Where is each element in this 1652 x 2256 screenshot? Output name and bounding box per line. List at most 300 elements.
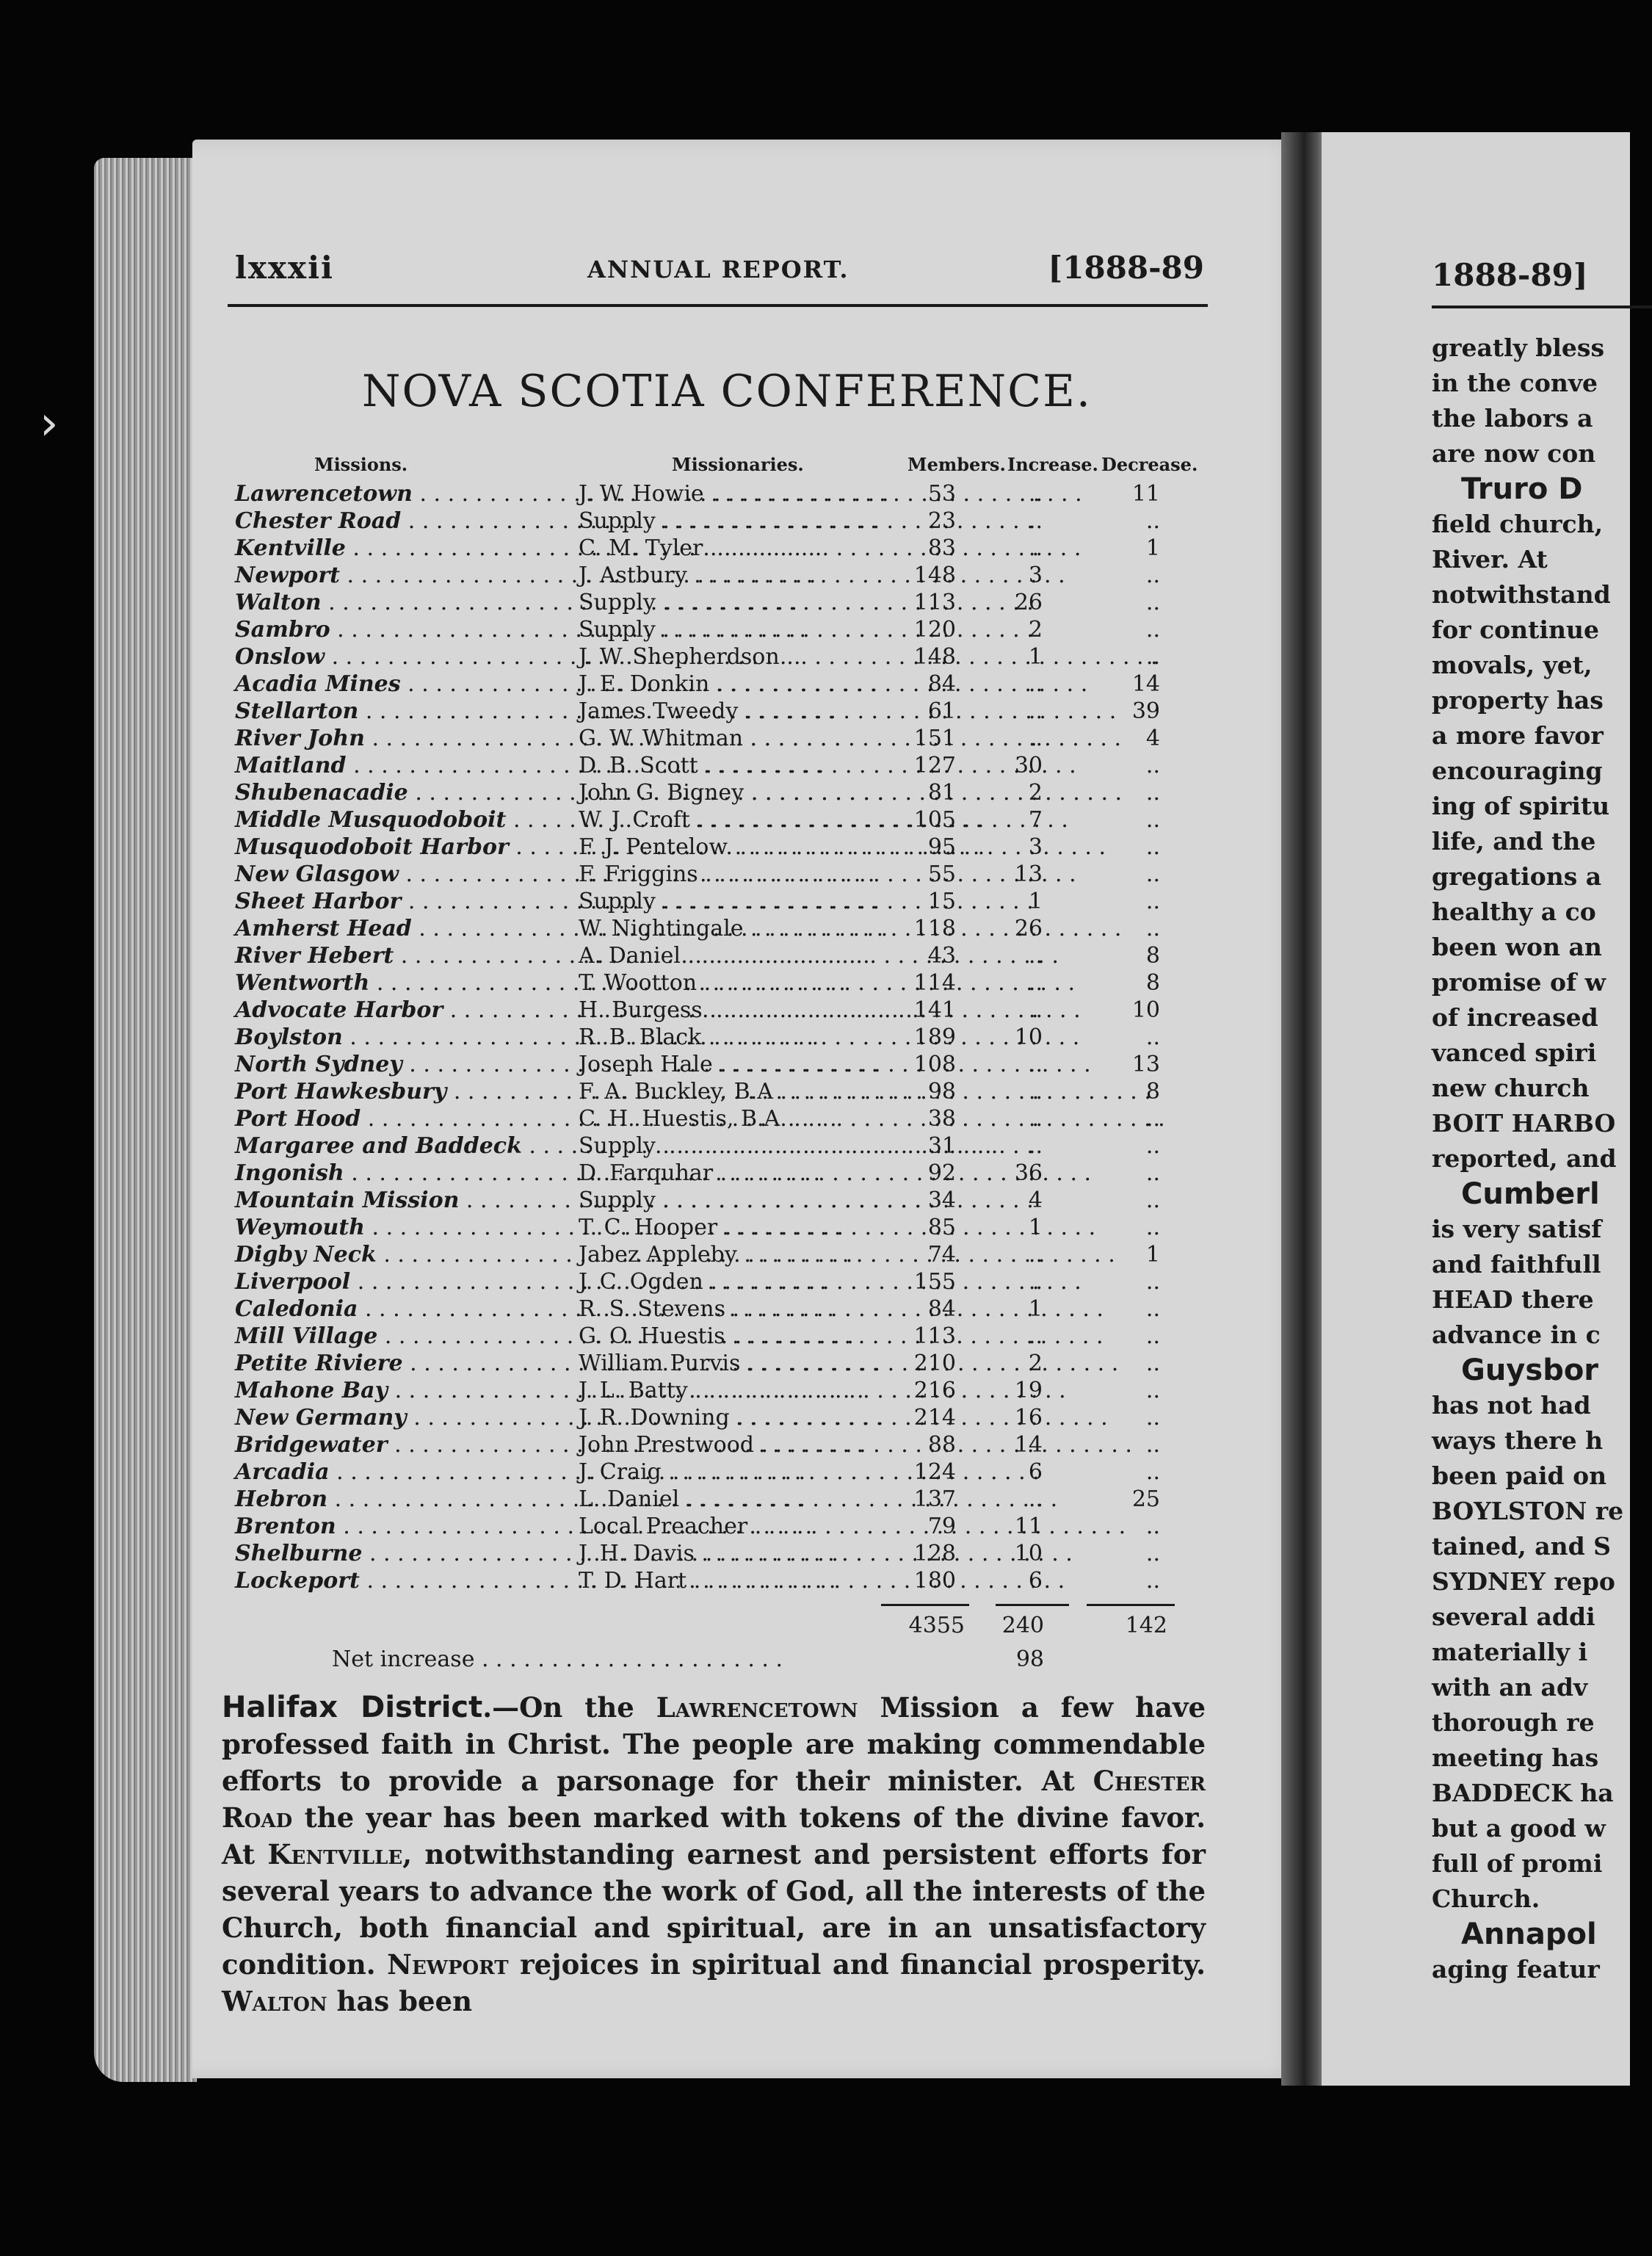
decrease-cell: .. (1145, 1459, 1160, 1485)
right-page-line: reported, and (1432, 1144, 1617, 1173)
mission-cell: Mahone Bay . . . (235, 1377, 580, 1404)
decrease-cell: .. (1145, 1323, 1160, 1349)
right-page-line: advance in c (1432, 1320, 1601, 1349)
missionary-cell: W. Nightingale . . . (579, 915, 909, 942)
table-row (228, 1323, 1211, 1350)
mission-cell: New Germany . . . (235, 1404, 580, 1431)
increase-cell: .. (1028, 508, 1043, 534)
decrease-cell: .. (1145, 590, 1160, 615)
increase-cell: .. (1028, 1269, 1043, 1295)
increase-cell: .. (1028, 970, 1043, 996)
members-cell: 74 (927, 1242, 956, 1268)
increase-cell: .. (1028, 997, 1043, 1023)
members-cell: 81 (927, 780, 956, 806)
decrease-cell: 8 (1145, 943, 1160, 969)
decrease-cell: .. (1145, 1432, 1160, 1458)
page-number: lxxxii (235, 250, 334, 286)
right-page-line: new church (1432, 1074, 1590, 1102)
missionary-cell: J. Astbury . . . (579, 562, 909, 589)
missionary-cell: C. M. Tyler . . . (579, 535, 909, 562)
members-cell: 137 (913, 1486, 956, 1512)
increase-cell: .. (1028, 1052, 1043, 1077)
increase-cell: .. (1028, 671, 1043, 697)
missionary-cell: H. Burgess . . . (579, 997, 909, 1024)
table-row (228, 589, 1211, 616)
decrease-cell: .. (1145, 1541, 1160, 1566)
table-row (228, 969, 1211, 997)
table-row (228, 752, 1211, 779)
missionary-cell: T. Wootton . . . (579, 969, 909, 997)
net-increase-row (228, 1646, 1211, 1676)
mission-cell: Brenton . . . (235, 1513, 580, 1540)
members-cell: 61 (927, 698, 956, 724)
mission-cell: Chester Road . . . (235, 507, 580, 535)
increase-cell: 1 (1028, 1296, 1043, 1322)
members-cell: 95 (927, 834, 956, 860)
place-name: Lawrencetown (656, 1691, 858, 1724)
right-page-line: in the conve (1432, 369, 1598, 397)
header-rule (228, 304, 1208, 307)
right-page-line: vanced spiri (1432, 1038, 1597, 1067)
right-page-line: HEAD there (1432, 1285, 1594, 1314)
missionary-cell: T. D. Hart . . . (579, 1567, 909, 1594)
right-page-line: full of promi (1432, 1849, 1603, 1878)
decrease-cell: .. (1145, 889, 1160, 914)
right-page-line: Guysbor (1461, 1353, 1599, 1387)
table-column-headers (228, 454, 1211, 479)
column-header-members: Members. (907, 454, 1006, 475)
right-page-line: greatly bless (1432, 333, 1605, 362)
decrease-cell: .. (1145, 1351, 1160, 1376)
right-page-line: thorough re (1432, 1708, 1595, 1737)
table-row (228, 997, 1211, 1024)
decrease-cell: .. (1145, 1187, 1160, 1213)
mission-cell: Mountain Mission . . . (235, 1187, 580, 1214)
table-row (228, 643, 1211, 670)
members-cell: 114 (913, 970, 956, 996)
table-row (228, 1187, 1211, 1214)
conference-title: NOVA SCOTIA CONFERENCE. (362, 366, 1092, 417)
decrease-cell: 39 (1131, 698, 1160, 724)
mission-cell: Wentworth . . . (235, 969, 580, 997)
right-page-line: promise of w (1432, 968, 1606, 997)
increase-cell: .. (1028, 1323, 1043, 1349)
net-increase-label: Net increase . . . (332, 1646, 783, 1672)
paragraph-text: .—On the (482, 1691, 656, 1724)
increase-cell: 30 (1014, 753, 1043, 778)
totals-rule-increase (996, 1604, 1069, 1606)
mission-cell: River John . . . (235, 725, 580, 752)
increase-cell: 13 (1014, 861, 1043, 887)
missionary-cell: J. C. Ogden . . . (579, 1268, 909, 1295)
increase-cell: .. (1028, 1079, 1043, 1104)
members-cell: 53 (927, 481, 956, 507)
increase-cell: 11 (1014, 1514, 1043, 1539)
table-row (228, 1377, 1211, 1404)
table-row (228, 779, 1211, 806)
right-page-line: Truro D (1461, 472, 1583, 506)
right-page-line: healthy a co (1432, 897, 1596, 926)
table-row (228, 1268, 1211, 1295)
members-cell: 151 (913, 726, 956, 751)
mission-cell: Walton . . . (235, 589, 580, 616)
decrease-cell: 14 (1131, 671, 1160, 697)
members-cell: 31 (927, 1133, 956, 1159)
decrease-cell: .. (1145, 861, 1160, 887)
table-row (228, 725, 1211, 752)
missionary-cell: J. W. Shepherdson . . . (579, 643, 909, 670)
increase-cell: .. (1028, 1133, 1043, 1159)
increase-cell: 2 (1028, 617, 1043, 643)
net-increase-value: 98 (1015, 1646, 1044, 1672)
increase-cell: 36 (1014, 1160, 1043, 1186)
table-row (228, 1513, 1211, 1540)
table-row (228, 888, 1211, 915)
right-page-line: for continue (1432, 615, 1599, 644)
right-page-line: property has (1432, 686, 1604, 715)
right-page-line: Annapol (1461, 1917, 1597, 1951)
district-heading: Halifax District (222, 1691, 483, 1724)
increase-cell: 1 (1028, 889, 1043, 914)
scan-margin-mark: › (40, 397, 59, 451)
increase-cell: 26 (1014, 590, 1043, 615)
increase-cell: 4 (1028, 1187, 1043, 1213)
table-row (228, 1214, 1211, 1241)
decrease-cell: .. (1145, 644, 1160, 670)
missionary-cell: John G. Bigney . . . (579, 779, 909, 806)
increase-cell: .. (1028, 535, 1043, 561)
missionary-cell: F. J. Pentelow . . . (579, 834, 909, 861)
increase-cell: 3 (1028, 563, 1043, 588)
right-page-line: BADDECK ha (1432, 1779, 1614, 1807)
column-header-missions: Missions. (314, 454, 408, 475)
mission-cell: Arcadia . . . (235, 1458, 580, 1486)
table-row (228, 1105, 1211, 1132)
right-page-line: is very satisf (1432, 1215, 1602, 1243)
decrease-cell: .. (1145, 1405, 1160, 1431)
total-decrease: 142 (1125, 1613, 1167, 1638)
decrease-cell: .. (1145, 1215, 1160, 1240)
decrease-cell: 1 (1145, 535, 1160, 561)
paragraph-text: Mission a few have professed faith in Christ. The people are making commendable efforts to provide a parsonage for their minister. At (222, 1691, 1206, 1797)
decrease-cell: .. (1145, 563, 1160, 588)
place-name: Walton (222, 1985, 327, 2017)
table-row (228, 698, 1211, 725)
members-cell: 210 (913, 1351, 956, 1376)
right-page-line: encouraging (1432, 756, 1603, 785)
missionary-cell: F. A. Buckley, B.A . . . (579, 1078, 909, 1105)
members-cell: 34 (927, 1187, 956, 1213)
right-page-line: field church, (1432, 510, 1604, 538)
mission-cell: Margaree and Baddeck . . . (235, 1132, 580, 1160)
missionary-cell: J. E. Donkin . . . (579, 670, 909, 698)
mission-cell: Acadia Mines . . . (235, 670, 580, 698)
decrease-cell: .. (1145, 1269, 1160, 1295)
right-page-line: movals, yet, (1432, 651, 1593, 679)
decrease-cell: .. (1145, 617, 1160, 643)
members-cell: 216 (913, 1378, 956, 1403)
right-page-line: are now con (1432, 439, 1596, 468)
mission-cell: Petite Riviere . . . (235, 1350, 580, 1377)
table-row (228, 915, 1211, 942)
mission-cell: Shubenacadie . . . (235, 779, 580, 806)
right-page-line: materially i (1432, 1638, 1588, 1666)
missionary-cell: J. W. Howie . . . (579, 480, 909, 507)
members-cell: 105 (913, 807, 956, 833)
total-increase: 240 (1001, 1613, 1044, 1638)
mission-cell: Hebron . . . (235, 1486, 580, 1513)
increase-cell: 3 (1028, 834, 1043, 860)
decrease-cell: .. (1145, 1133, 1160, 1159)
right-page-line: several addi (1432, 1602, 1595, 1631)
missionary-cell: W. J. Croft . . . (579, 806, 909, 834)
mission-cell: Caledonia . . . (235, 1295, 580, 1323)
right-page-line: aging featur (1432, 1955, 1600, 1984)
table-row (228, 1295, 1211, 1323)
missionary-cell: John Prestwood . . . (579, 1431, 909, 1458)
right-page-line: ing of spiritu (1432, 792, 1610, 820)
right-page-line: been paid on (1432, 1461, 1607, 1490)
members-cell: 118 (913, 916, 956, 941)
mission-cell: Kentville . . . (235, 535, 580, 562)
missionary-cell: R. S. Stevens . . . (579, 1295, 909, 1323)
place-name: Kentville (267, 1838, 403, 1870)
decrease-cell: 11 (1131, 481, 1160, 507)
paragraph-text: rejoices in spiritual and financial prosperity. (508, 1948, 1206, 1981)
right-page-line: has not had (1432, 1391, 1591, 1420)
decrease-cell: .. (1145, 753, 1160, 778)
decrease-cell: .. (1145, 1160, 1160, 1186)
increase-cell: 10 (1014, 1024, 1043, 1050)
mission-cell: Mill Village . . . (235, 1323, 580, 1350)
members-cell: 84 (927, 1296, 956, 1322)
members-cell: 23 (927, 508, 956, 534)
decrease-cell: .. (1145, 916, 1160, 941)
increase-cell: .. (1028, 726, 1043, 751)
mission-cell: Onslow . . . (235, 643, 580, 670)
column-header-increase: Increase. (1007, 454, 1098, 475)
right-page-line: River. At (1432, 545, 1548, 574)
missionary-cell: G. O. Huestis . . . (579, 1323, 909, 1350)
members-cell: 189 (913, 1024, 956, 1050)
totals-rule-members (881, 1604, 969, 1606)
table-row (228, 1458, 1211, 1486)
running-head (235, 250, 1204, 294)
members-cell: 214 (913, 1405, 956, 1431)
members-cell: 55 (927, 861, 956, 887)
members-cell: 38 (927, 1106, 956, 1132)
decrease-cell: .. (1145, 1514, 1160, 1539)
mission-cell: Middle Musquodoboit . . . (235, 806, 580, 834)
mission-cell: Port Hawkesbury . . . (235, 1078, 580, 1105)
table-row (228, 806, 1211, 834)
right-page-line: of increased (1432, 1003, 1598, 1032)
missions-table (228, 480, 1211, 1594)
increase-cell: 16 (1014, 1405, 1043, 1431)
decrease-cell: .. (1145, 1106, 1160, 1132)
book-page-edges (94, 158, 197, 2082)
table-row (228, 1132, 1211, 1160)
increase-cell: .. (1028, 943, 1043, 969)
missionary-cell: J. L. Batty . . . (579, 1377, 909, 1404)
decrease-cell: 8 (1145, 1079, 1160, 1104)
right-page-line: but a good w (1432, 1814, 1606, 1843)
right-page-text (1432, 330, 1637, 1987)
members-cell: 155 (913, 1269, 956, 1295)
right-page-line: Church. (1432, 1884, 1540, 1913)
increase-cell: 19 (1014, 1378, 1043, 1403)
increase-cell: 6 (1028, 1459, 1043, 1485)
decrease-cell: 25 (1131, 1486, 1160, 1512)
mission-cell: Lawrencetown . . . (235, 480, 580, 507)
right-page-rule (1432, 306, 1652, 308)
right-page-line: the labors a (1432, 404, 1593, 433)
right-page (1322, 132, 1630, 2086)
increase-cell: 2 (1028, 780, 1043, 806)
missionary-cell: Supply . . . (579, 1187, 909, 1214)
members-cell: 148 (913, 644, 956, 670)
paragraph-text: , notwithstanding earnest and persistent efforts for several years to advance the work of God, all the interests of the Church, both financial and spiritual, are in an unsatisfactory condition. (222, 1838, 1206, 1981)
table-row (228, 1350, 1211, 1377)
table-row (228, 616, 1211, 643)
right-page-line: with an adv (1432, 1673, 1588, 1702)
right-page-line: gregations a (1432, 862, 1602, 891)
missionary-cell: F. Friggins . . . (579, 861, 909, 888)
mission-cell: North Sydney . . . (235, 1051, 580, 1078)
mission-cell: Bridgewater . . . (235, 1431, 580, 1458)
missionary-cell: A. Daniel . . . (579, 942, 909, 969)
mission-cell: Sheet Harbor . . . (235, 888, 580, 915)
missionary-cell: William Purvis . . . (579, 1350, 909, 1377)
mission-cell: Sambro . . . (235, 616, 580, 643)
members-cell: 98 (927, 1079, 956, 1104)
members-cell: 15 (927, 889, 956, 914)
table-row (228, 1051, 1211, 1078)
table-row (228, 1241, 1211, 1268)
mission-cell: River Hebert . . . (235, 942, 580, 969)
decrease-cell: .. (1145, 834, 1160, 860)
increase-cell: .. (1028, 1242, 1043, 1268)
decrease-cell: .. (1145, 1024, 1160, 1050)
right-page-line: tained, and S (1432, 1532, 1611, 1561)
increase-cell: 7 (1028, 807, 1043, 833)
table-row (228, 480, 1211, 507)
missionary-cell: Supply . . . (579, 1132, 909, 1160)
missionary-cell: D. B. Scott . . . (579, 752, 909, 779)
right-page-line: and faithfull (1432, 1250, 1601, 1279)
missionary-cell: J. Craig . . . (579, 1458, 909, 1486)
table-row (228, 507, 1211, 535)
right-page-line: BOYLSTON re (1432, 1497, 1624, 1525)
totals-row (228, 1613, 1211, 1642)
members-cell: 88 (927, 1432, 956, 1458)
missionary-cell: L. Daniel . . . (579, 1486, 909, 1513)
table-row (228, 535, 1211, 562)
column-header-decrease: Decrease. (1101, 454, 1198, 475)
increase-cell: .. (1028, 1486, 1043, 1512)
right-page-line: been won an (1432, 933, 1602, 961)
decrease-cell: 4 (1145, 726, 1160, 751)
place-name: Chester Road (222, 1765, 1206, 1834)
mission-cell: Liverpool . . . (235, 1268, 580, 1295)
right-page-line: meeting has (1432, 1743, 1599, 1772)
right-page-line: ways there h (1432, 1426, 1604, 1455)
table-row (228, 1486, 1211, 1513)
total-members: 4355 (908, 1613, 965, 1638)
increase-cell: .. (1028, 1106, 1043, 1132)
decrease-cell: .. (1145, 807, 1160, 833)
members-cell: 141 (913, 997, 956, 1023)
column-header-missionaries: Missionaries. (672, 454, 804, 475)
mission-cell: Port Hood . . . (235, 1105, 580, 1132)
table-row (228, 942, 1211, 969)
members-cell: 113 (913, 1323, 956, 1349)
increase-cell: 14 (1014, 1432, 1043, 1458)
members-cell: 128 (913, 1541, 956, 1566)
mission-cell: Musquodoboit Harbor . . . (235, 834, 580, 861)
decrease-cell: .. (1145, 1378, 1160, 1403)
totals-rule-decrease (1087, 1604, 1175, 1606)
table-row (228, 1024, 1211, 1051)
missionary-cell: Local Preacher . . . (579, 1513, 909, 1540)
right-page-line: SYDNEY repo (1432, 1567, 1615, 1596)
right-page-year: 1888-89] (1432, 257, 1588, 293)
members-cell: 120 (913, 617, 956, 643)
mission-cell: Stellarton . . . (235, 698, 580, 725)
missionary-cell: J. R. Downing . . . (579, 1404, 909, 1431)
right-page-line: life, and the (1432, 827, 1596, 856)
members-cell: 84 (927, 671, 956, 697)
paragraph-text: the year has been marked with tokens of the divine favor. At (222, 1801, 1206, 1870)
decrease-cell: .. (1145, 1296, 1160, 1322)
members-cell: 85 (927, 1215, 956, 1240)
missionary-cell: Supply . . . (579, 616, 909, 643)
missionary-cell: Supply . . . (579, 888, 909, 915)
right-page-line: notwithstand (1432, 580, 1611, 609)
right-page-line: BOIT HARBO (1432, 1109, 1616, 1138)
mission-cell: Maitland . . . (235, 752, 580, 779)
mission-cell: Amherst Head . . . (235, 915, 580, 942)
increase-cell: 1 (1028, 1215, 1043, 1240)
increase-cell: 26 (1014, 916, 1043, 941)
members-cell: 127 (913, 753, 956, 778)
missionary-cell: Supply . . . (579, 507, 909, 535)
decrease-cell: .. (1145, 508, 1160, 534)
table-row (228, 1540, 1211, 1567)
missionary-cell: Joseph Hale . . . (579, 1051, 909, 1078)
mission-cell: Shelburne . . . (235, 1540, 580, 1567)
right-page-line: a more favor (1432, 721, 1604, 750)
decrease-cell: 8 (1145, 970, 1160, 996)
decrease-cell: 1 (1145, 1242, 1160, 1268)
missionary-cell: James Tweedy . . . (579, 698, 909, 725)
members-cell: 113 (913, 590, 956, 615)
table-row (228, 562, 1211, 589)
mission-cell: New Glasgow . . . (235, 861, 580, 888)
missionary-cell: C. H. Huestis, B.A. . . . (579, 1105, 909, 1132)
increase-cell: .. (1028, 481, 1043, 507)
decrease-cell: 10 (1131, 997, 1160, 1023)
mission-cell: Advocate Harbor . . . (235, 997, 580, 1024)
running-title: ANNUAL REPORT. (587, 256, 849, 283)
mission-cell: Ingonish . . . (235, 1160, 580, 1187)
missionary-cell: Jabez Appleby . . . (579, 1241, 909, 1268)
table-row (228, 1078, 1211, 1105)
increase-cell: 10 (1014, 1541, 1043, 1566)
missionary-cell: R. B. Black . . . (579, 1024, 909, 1051)
table-row (228, 670, 1211, 698)
mission-cell: Digby Neck . . . (235, 1241, 580, 1268)
